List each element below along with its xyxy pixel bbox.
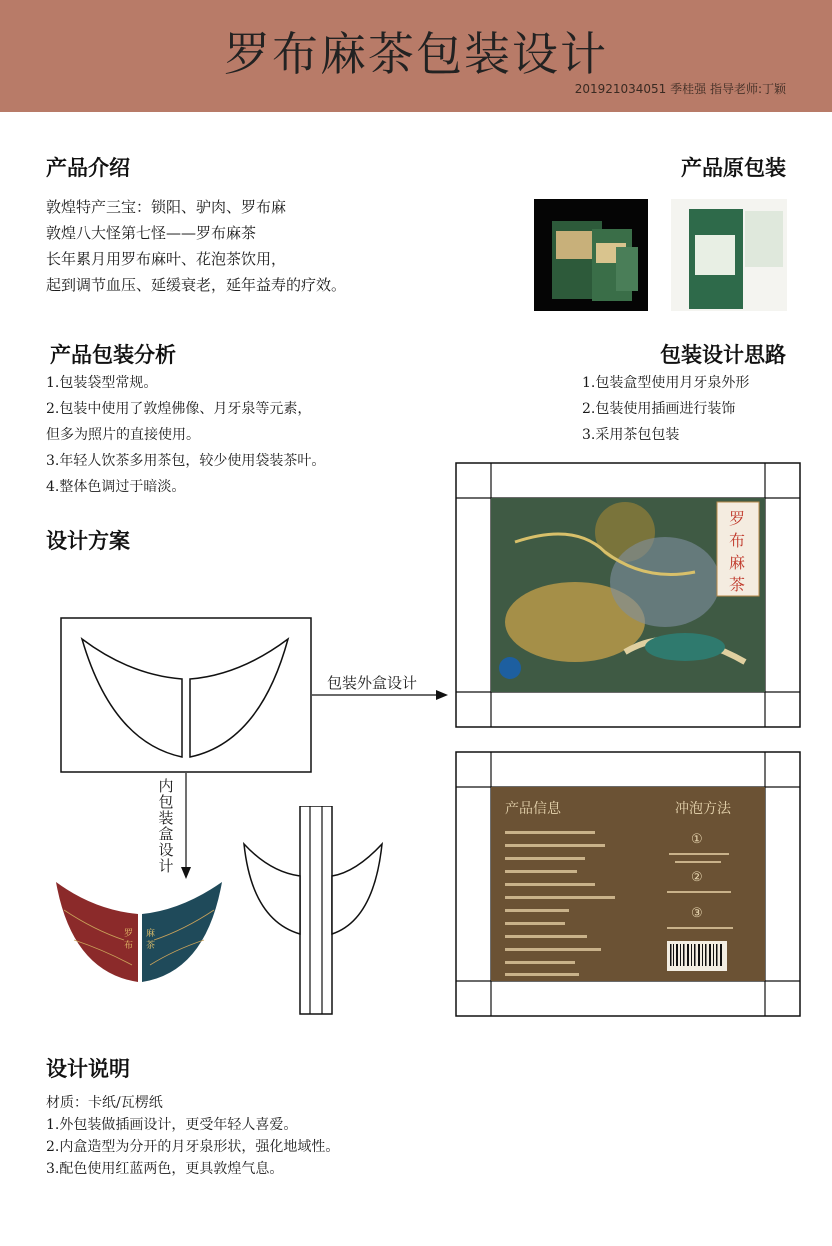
inner-brand-char: 麻 bbox=[146, 929, 156, 939]
analysis-line: 但多为照片的直接使用。 bbox=[46, 427, 200, 443]
notes-line: 1.外包装做插画设计，更受年轻人喜爱。 bbox=[46, 1117, 298, 1133]
ideas-line: 2.包装使用插画进行装饰 bbox=[582, 401, 736, 417]
inner-box-label bbox=[157, 778, 175, 874]
inner-label-char: 内 bbox=[158, 777, 174, 795]
notes-text bbox=[46, 1092, 339, 1180]
analysis-line: 2.包装中使用了敦煌佛像、月牙泉等元素， bbox=[46, 401, 312, 417]
original-heading: 产品原包装 bbox=[681, 156, 786, 180]
intro-line: 敦煌八大怪第七怪——罗布麻茶 bbox=[46, 224, 257, 242]
intro-line: 起到调节血压、延缓衰老，延年益寿的疗效。 bbox=[46, 276, 347, 294]
intro-line: 敦煌特产三宝：锁阳、驴肉、罗布麻 bbox=[46, 198, 287, 216]
arrow-inner bbox=[176, 773, 196, 879]
inner-label-char: 计 bbox=[158, 857, 174, 875]
info-title: 产品信息 bbox=[505, 801, 561, 817]
inner-brand-char: 茶 bbox=[146, 941, 156, 951]
brew-step: ② bbox=[691, 870, 703, 885]
analysis-heading: 产品包装分析 bbox=[50, 343, 176, 367]
analysis-line: 3.年轻人饮茶多用茶包，较少使用袋装茶叶。 bbox=[46, 453, 326, 469]
inner-box-dieline bbox=[240, 806, 386, 1016]
ideas-line: 1.包装盒型使用月牙泉外形 bbox=[582, 375, 750, 391]
notes-line: 2.内盒造型为分开的月牙泉形状，强化地域性。 bbox=[46, 1139, 340, 1155]
intro-text bbox=[46, 194, 346, 298]
brew-step: ③ bbox=[691, 906, 703, 921]
notes-line: 3.配色使用红蓝两色，更具敦煌气息。 bbox=[46, 1161, 284, 1177]
author-info: 201921034051 季桂强 指导老师:丁颖 bbox=[574, 82, 786, 96]
page-title: 罗布麻茶包装设计 bbox=[224, 27, 608, 81]
dieline-diagram bbox=[60, 617, 312, 773]
brand-char: 罗 bbox=[729, 509, 746, 528]
analysis-text bbox=[46, 370, 325, 500]
brand-char: 麻 bbox=[729, 553, 746, 572]
notes-heading: 设计说明 bbox=[46, 1057, 130, 1081]
original-package-photo-2 bbox=[671, 199, 787, 311]
outer-box-back bbox=[455, 751, 801, 1017]
analysis-line: 1.包装袋型常规。 bbox=[46, 375, 158, 391]
notes-line: 材质：卡纸/瓦楞纸 bbox=[46, 1095, 163, 1111]
brew-title: 冲泡方法 bbox=[675, 801, 731, 817]
inner-label-char: 装 bbox=[158, 809, 174, 827]
inner-label-char: 设 bbox=[158, 841, 174, 859]
barcode bbox=[667, 941, 727, 971]
original-package-photo-1 bbox=[534, 199, 648, 311]
inner-label-char: 盒 bbox=[158, 825, 174, 843]
scheme-heading: 设计方案 bbox=[46, 529, 130, 553]
intro-line: 长年累月用罗布麻叶、花泡茶饮用， bbox=[46, 250, 287, 268]
brand-char: 茶 bbox=[729, 575, 746, 594]
outer-box-front bbox=[455, 462, 801, 728]
inner-label-char: 包 bbox=[158, 793, 174, 811]
analysis-line: 4.整体色调过于暗淡。 bbox=[46, 479, 186, 495]
ideas-line: 3.采用茶包包装 bbox=[582, 427, 680, 443]
inner-brand-char: 布 bbox=[124, 941, 134, 951]
intro-heading: 产品介绍 bbox=[46, 156, 130, 180]
inner-box-design bbox=[54, 880, 224, 986]
brand-char: 布 bbox=[729, 531, 746, 550]
ideas-heading: 包装设计思路 bbox=[660, 343, 786, 367]
brew-step: ① bbox=[691, 832, 703, 847]
ideas-text bbox=[582, 370, 749, 448]
inner-brand-char: 罗 bbox=[124, 929, 134, 939]
outer-box-label: 包装外盒设计 bbox=[327, 674, 418, 692]
